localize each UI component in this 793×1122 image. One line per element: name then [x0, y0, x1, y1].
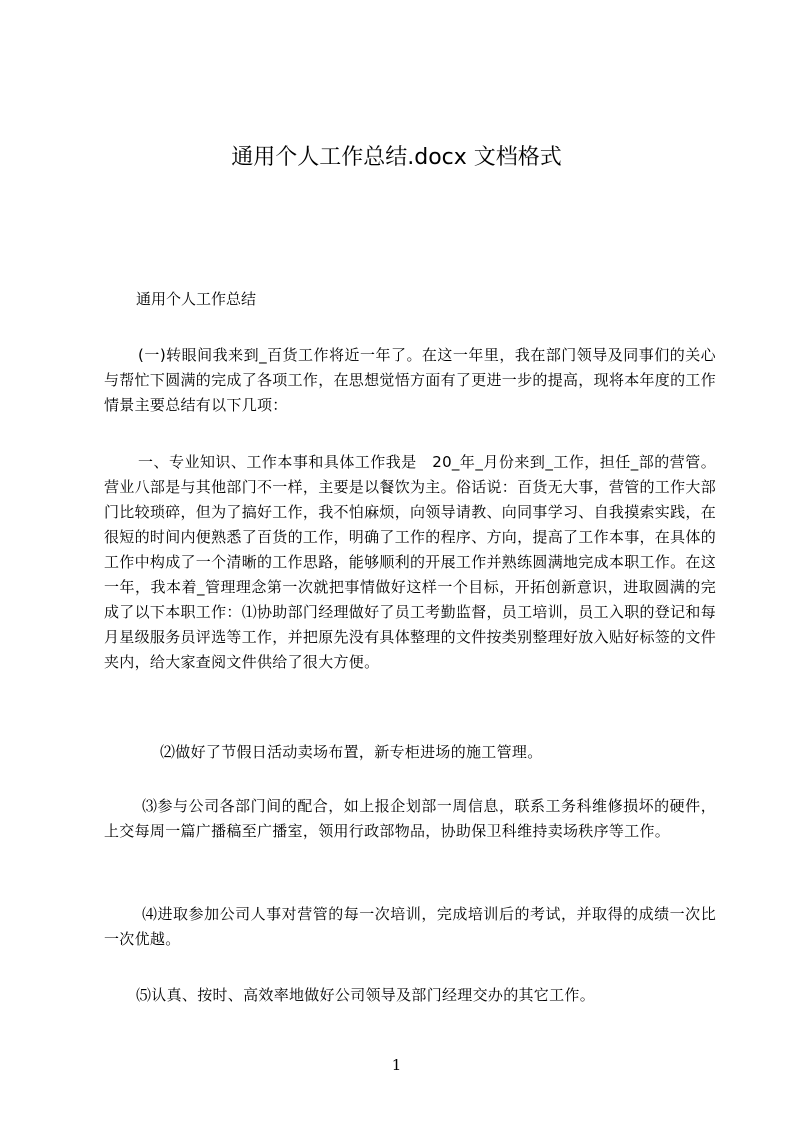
paragraph-item-5: ⑸认真、按时、高效率地做好公司领导及部门经理交办的其它工作。: [136, 986, 596, 1004]
paragraph-professional-knowledge: 一、专业知识、工作本事和具体工作我是 20_年_月份来到_工作，担任_部的营管。营业八部是与其他部门不一样，主要是以餐饮为主。俗话说：百货无大事，营管的工作大部门比较琐碎，但为了搞好工作，我不怕麻烦，向领导请教、向同事学习、自我摸索实践，在很短的时间内便熟悉了百货的工作，明确了工作的程序、方向，提高了工作本事，在具体的工作中构成了一个清晰的工作思路，能够顺利的开展工作并熟练圆满地完成本职工作。在这一年，我本着_管理理念第一次就把事情做好这样一个目标，开拓创新意识，进取圆满的完成了以下本职工作：⑴协助部门经理做好了员工考勤监督，员工培训，员工入职的登记和每月星级服务员评选等工作，并把原先没有具体整理的文件按类别整理好放入贴好标签的文件夹内，给大家查阅文件供给了很大方便。: [104, 453, 717, 671]
paragraph-item-2: ⑵做好了节假日活动卖场布置，新专柜进场的施工管理。: [160, 743, 543, 761]
paragraph-intro: (一)转眼间我来到_百货工作将近一年了。在这一年里，我在部门领导及同事们的关心与帮忙下圆满的完成了各项工作，在思想觉悟方面有了更进一步的提高，现将本年度的工作情景主要总结有以下几项：: [104, 346, 717, 414]
section-heading: 通用个人工作总结: [136, 290, 257, 308]
paragraph-item-3: ⑶参与公司各部门间的配合，如上报企划部一周信息，联系工务科维修损坏的硬件，上交每周一篇广播稿至广播室，领用行政部物品，协助保卫科维持卖场秩序等工作。: [104, 797, 716, 840]
paragraph-item-4: ⑷进取参加公司人事对营管的每一次培训，完成培训后的考试，并取得的成绩一次比一次优越。: [104, 905, 716, 948]
page-number: 1: [391, 1056, 402, 1074]
document-title: 通用个人工作总结.docx 文档格式: [231, 145, 562, 170]
